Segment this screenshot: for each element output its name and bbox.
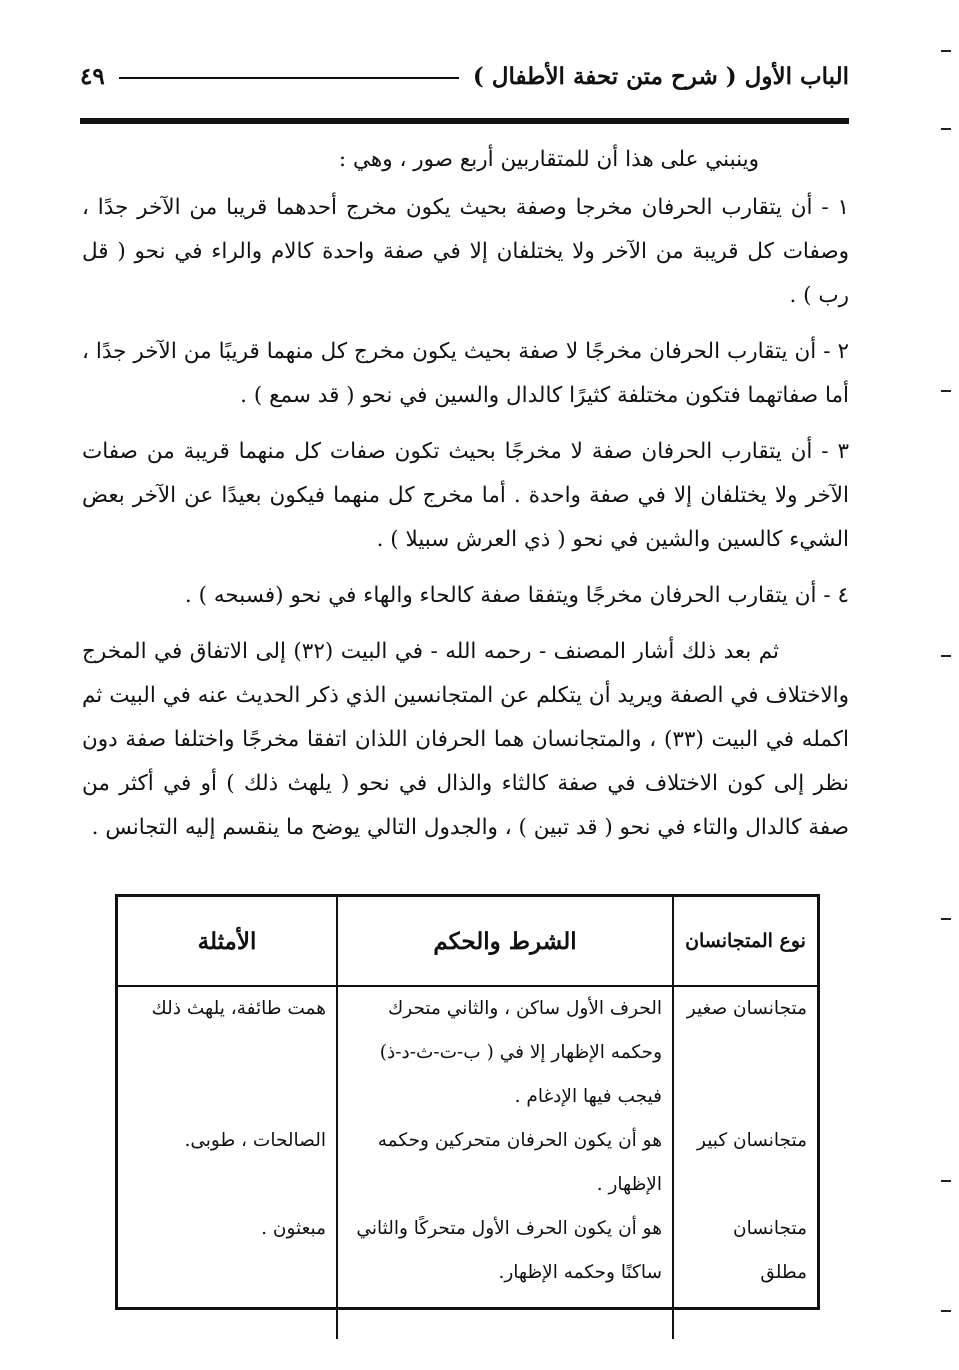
cell-type: متجانسان صغير <box>686 998 807 1019</box>
header-rule <box>119 77 459 79</box>
list-item: ١ - أن يتقارب الحرفان مخرجا وصفة بحيث يكون مخرج أحدهما قريبا من الآخر جدًا ، وصفات كل قريبة من الآخر ولا يختلفان إلا في صفة واحدة كالام والراء في نحو ( قل رب ) . <box>82 195 849 308</box>
body-text <box>82 138 849 862</box>
header-examples: الأمثلة <box>118 897 337 986</box>
list-item: ٤ - أن يتقارب الحرفان مخرجًا ويتفقا صفة كالحاء والهاء في نحو (فسبحه ) . <box>184 583 849 608</box>
cell-condition: هو أن يكون الحرف الأول متحركًا والثاني ساكنًا وحكمه الإظهار. <box>356 1218 662 1283</box>
margin-mark <box>941 655 951 657</box>
table-body-row <box>118 986 817 1339</box>
cell-examples: الصالحات ، طوبى. <box>184 1130 326 1151</box>
margin-mark <box>941 390 951 392</box>
page-number: ٤٩ <box>80 62 105 90</box>
condition-column <box>337 986 673 1339</box>
cell-type: متجانسان كبير <box>696 1130 807 1151</box>
examples-column <box>118 986 337 1339</box>
homogeneous-letters-table <box>115 894 820 1310</box>
running-title: الباب الأول ( شرح متن تحفة الأطفال ) <box>472 62 849 90</box>
type-column <box>673 986 817 1339</box>
header-divider <box>80 118 849 124</box>
cell-condition: هو أن يكون الحرفان متحركين وحكمه الإظهار . <box>377 1130 662 1195</box>
page-header <box>80 50 849 102</box>
table <box>118 897 817 1339</box>
cell-type: متجانسان مطلق <box>733 1218 807 1283</box>
cell-condition: الحرف الأول ساكن ، والثاني متحرك وحكمه الإظهار إلا في ( ب-ت-ث-د-ذ) فيجب فيها الإدغام . <box>379 998 662 1107</box>
paragraph: ثم بعد ذلك أشار المصنف - رحمه الله - في البيت (٣٢) إلى الاتفاق في المخرج والاختلاف في الصفة ويريد أن يتكلم عن المتجانسين الذي ذكر الحديث عنه في البيت ثم اكمله في البيت (٣٣) ، والمتجانسان هما الحرفان اللذان اتفقا مخرجًا واختلفا صفة دون نظر إلى كون الاختلاف في صفة كالثاء والذال في نحو ( يلهث ذلك ) أو في أكثر من صفة كالدال والتاء في نحو ( قد تبين ) ، والجدول التالي يوضح ما ينقسم إليه التجانس . <box>82 639 850 840</box>
intro-line: وينبني على هذا أن للمتقاربين أربع صور ، وهي : <box>338 147 759 172</box>
header-condition: الشرط والحكم <box>337 897 673 986</box>
cell-examples: همت طائفة، يلهث ذلك <box>151 998 326 1019</box>
margin-mark <box>941 50 951 52</box>
margin-mark <box>941 128 951 130</box>
margin-mark <box>941 1310 951 1312</box>
list-item: ٣ - أن يتقارب الحرفان صفة لا مخرجًا بحيث تكون صفات كل منهما قريبة من صفات الآخر ولا يختلفان إلا في صفة واحدة . أما مخرج كل منهما فيكون بعيدًا عن الآخر بعض الشيء كالسين والشين في نحو ( ذي العرش سبيلا ) . <box>82 439 849 552</box>
cell-examples: مبعثون . <box>261 1218 326 1239</box>
header-type: نوع المتجانسان <box>673 897 817 986</box>
table-header-row <box>118 897 817 986</box>
margin-mark <box>941 1180 951 1182</box>
list-item: ٢ - أن يتقارب الحرفان مخرجًا لا صفة بحيث يكون مخرج كل منهما قريبًا من الآخر جدًا ، أما صفاتهما فتكون مختلفة كثيرًا كالدال والسين في نحو ( قد سمع ) . <box>82 339 849 408</box>
margin-mark <box>941 918 951 920</box>
